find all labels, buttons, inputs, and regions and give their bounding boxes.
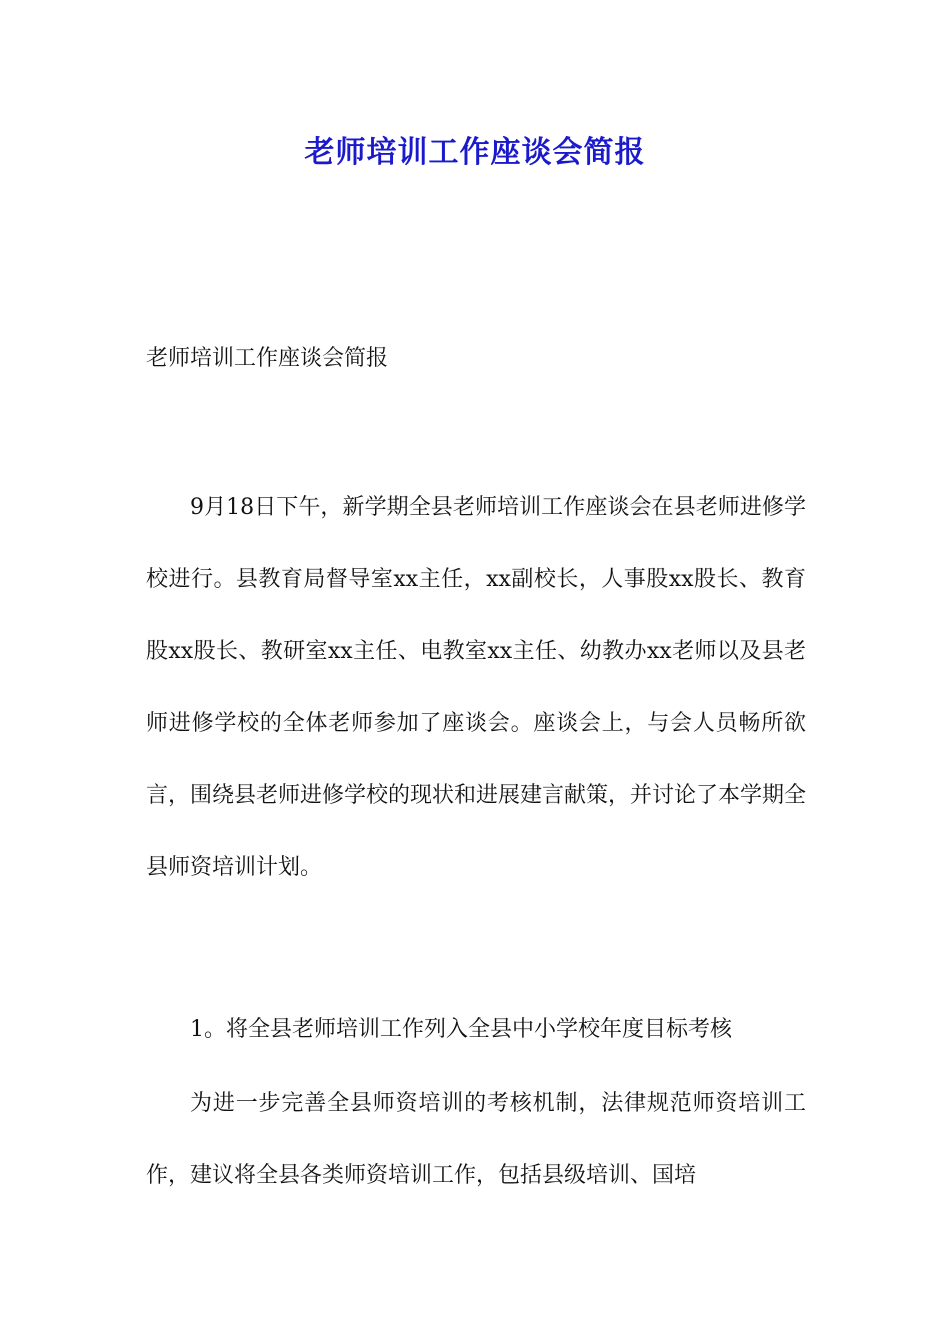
section-heading-1: 1。将全县老师培训工作列入全县中小学校年度目标考核: [190, 1017, 732, 1042]
paragraph-section-1: 为进一步完善全县师资培训的考核机制，法律规范师资培训工作，建议将全县各类师资培训工作，包括县级培训、国培: [146, 1091, 806, 1188]
document-subtitle: 老师培训工作座谈会简报: [146, 346, 389, 371]
paragraph-intro: 9月18日下午，新学期全县老师培训工作座谈会在县老师进修学校进行。县教育局督导室xx主任，xx副校长，人事股xx股长、教育股xx股长、教研室xx主任、电教室xx主任、幼教办xx老师以及县老师进修学校的全体老师参加了座谈会。座谈会上，与会人员畅所欲言，围绕县老师进修学校的现状和进展建言献策，并讨论了本学期全县师资培训计划。: [146, 495, 807, 880]
page-title: 老师培训工作座谈会简报: [304, 135, 646, 170]
